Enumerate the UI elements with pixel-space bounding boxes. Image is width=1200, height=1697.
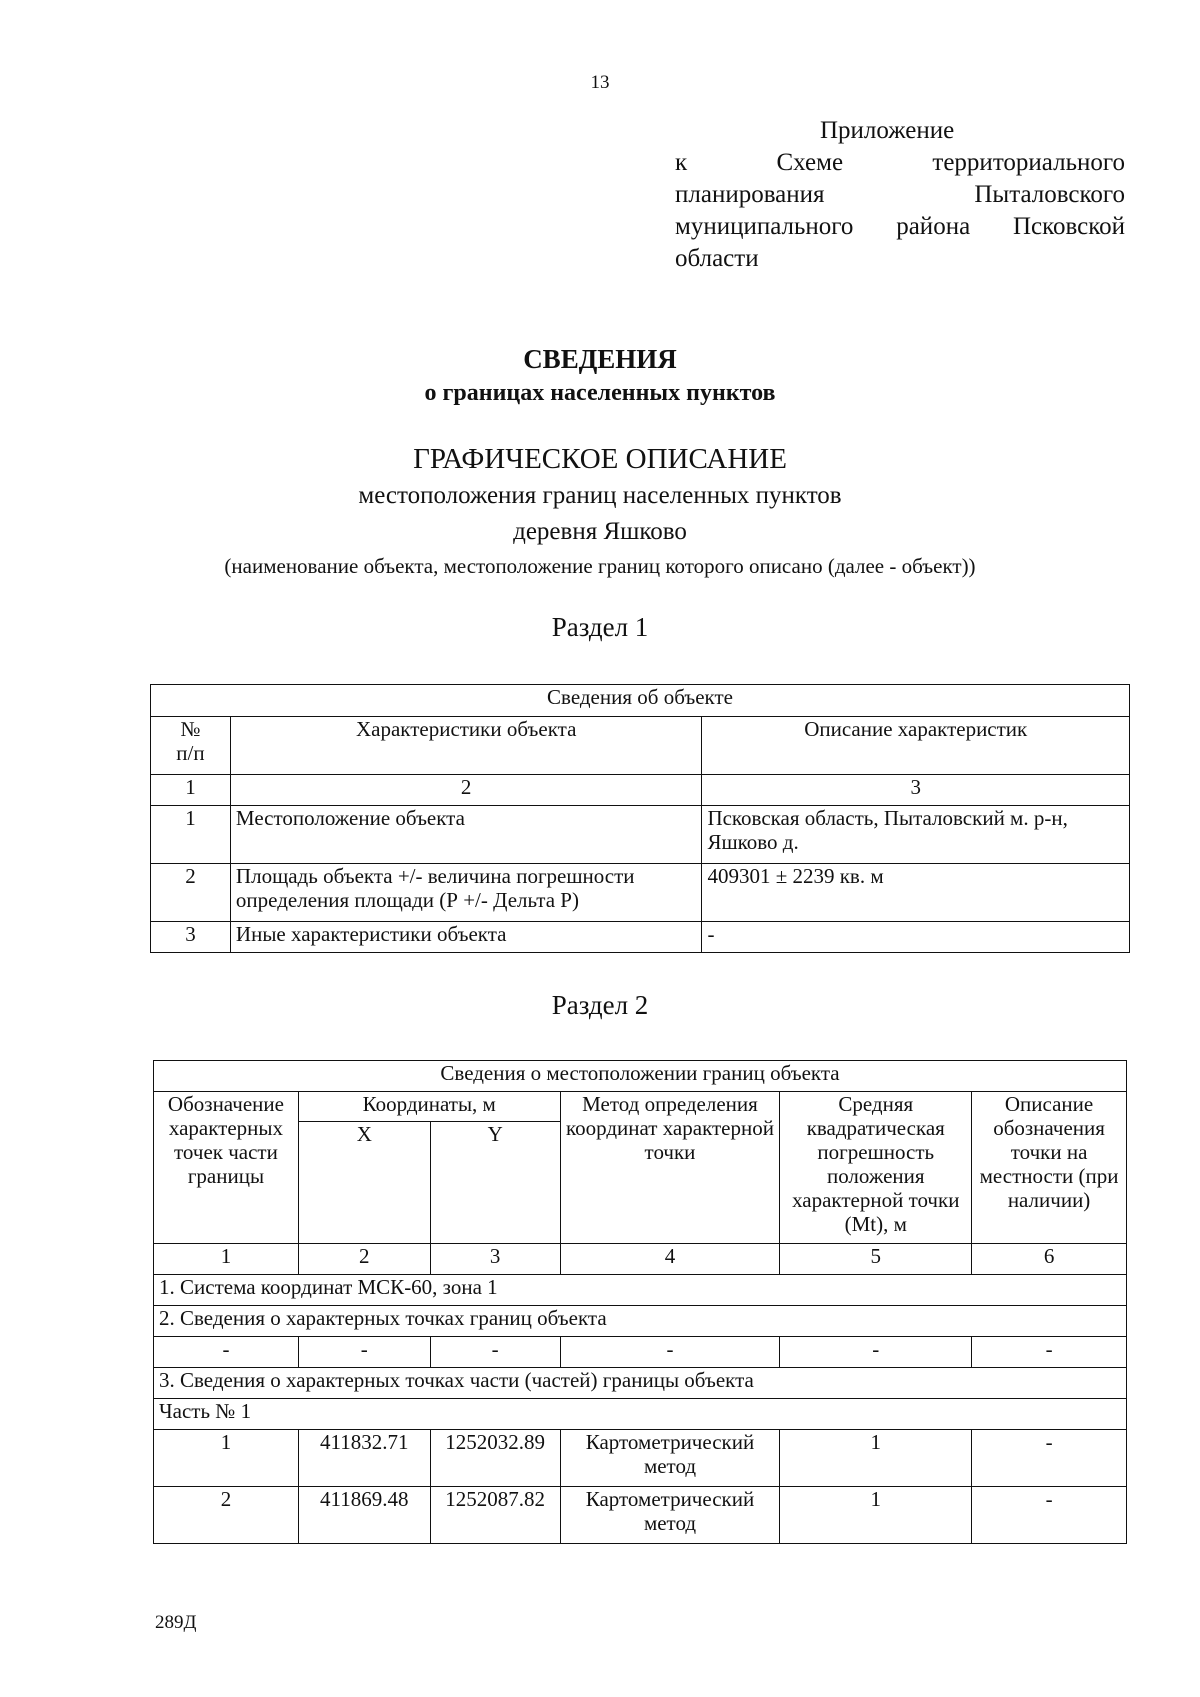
point-description: - xyxy=(972,1487,1127,1544)
doc-title: СВЕДЕНИЯ xyxy=(523,344,677,374)
header-point-description: Описание обозначения точки на местности (при наличии) xyxy=(972,1092,1127,1244)
object-table-caption: Сведения об объекте xyxy=(151,685,1130,717)
row-description: 409301 ± 2239 кв. м xyxy=(702,864,1130,922)
graph-title: ГРАФИЧЕСКОЕ ОПИСАНИЕ xyxy=(413,443,787,475)
object-name: деревня Яшково xyxy=(513,518,687,545)
appendix-line-2: планирования Пыталовского xyxy=(675,181,1125,208)
row-description: Псковская область, Пыталовский м. р-н, Яшково д. xyxy=(702,806,1130,864)
col-number-3: 3 xyxy=(702,775,1130,806)
point-y: 1252032.89 xyxy=(430,1430,560,1487)
empty-cell: - xyxy=(972,1337,1127,1368)
header-x: X xyxy=(298,1122,430,1244)
appendix-line-1: к Схеме территориального xyxy=(675,149,1125,176)
header-description: Описание характеристик xyxy=(702,717,1130,775)
table-row xyxy=(154,1487,1127,1544)
col-number-1: 1 xyxy=(151,775,231,806)
row-characteristic: Площадь объекта +/- величина погрешности определения площади (Р +/- Дельта Р) xyxy=(230,864,702,922)
part-points-title: 3. Сведения о характерных точках части (частей) границы объекта xyxy=(154,1368,1127,1399)
object-info-table xyxy=(150,684,1130,953)
appendix-title: Приложение xyxy=(820,117,955,144)
appendix-line-4: области xyxy=(675,245,759,272)
table-row xyxy=(154,1430,1127,1487)
header-y: Y xyxy=(430,1122,560,1244)
col-number-4: 4 xyxy=(560,1244,780,1275)
point-id: 2 xyxy=(154,1487,299,1544)
col-number-2: 2 xyxy=(230,775,702,806)
appendix-block xyxy=(675,115,1125,275)
table-row xyxy=(151,806,1130,864)
row-number: 1 xyxy=(151,806,231,864)
section2-title: Раздел 2 xyxy=(551,990,649,1020)
boundary-points-title: 2. Сведения о характерных точках границ объекта xyxy=(154,1306,1127,1337)
row-characteristic: Иные характеристики объекта xyxy=(230,922,702,953)
header-coordinates: Координаты, м xyxy=(298,1092,560,1122)
header-method: Метод определения координат характерной точки xyxy=(560,1092,780,1244)
doc-subtitle: о границах населенных пунктов xyxy=(424,380,776,406)
header-characteristic: Характеристики объекта xyxy=(230,717,702,775)
graph-subtitle: местоположения границ населенных пунктов xyxy=(358,482,842,509)
col-number-1: 1 xyxy=(154,1244,299,1275)
col-number-3: 3 xyxy=(430,1244,560,1275)
header-number: № п/п xyxy=(151,717,231,775)
row-number: 2 xyxy=(151,864,231,922)
point-description: - xyxy=(972,1430,1127,1487)
col-number-5: 5 xyxy=(780,1244,972,1275)
object-note: (наименование объекта, местоположение границ которого описано (далее - объект)) xyxy=(224,554,976,578)
location-table-caption: Сведения о местоположении границ объекта xyxy=(154,1061,1127,1092)
header-point: Обозначение характерных точек части границы xyxy=(154,1092,299,1244)
table-row xyxy=(154,1337,1127,1368)
empty-cell: - xyxy=(560,1337,780,1368)
section1-title: Раздел 1 xyxy=(551,612,649,642)
row-characteristic: Местоположение объекта xyxy=(230,806,702,864)
point-y: 1252087.82 xyxy=(430,1487,560,1544)
empty-cell: - xyxy=(154,1337,299,1368)
point-error: 1 xyxy=(780,1487,972,1544)
point-method: Картометрический метод xyxy=(560,1430,780,1487)
header-error: Средняя квадратическая погрешность положения характерной точки (Mt), м xyxy=(780,1092,972,1244)
coord-system-row: 1. Система координат МСК-60, зона 1 xyxy=(154,1275,1127,1306)
point-x: 411869.48 xyxy=(298,1487,430,1544)
boundary-location-table xyxy=(153,1060,1127,1544)
appendix-line-3: муниципального района Псковской xyxy=(675,213,1125,240)
point-method: Картометрический метод xyxy=(560,1487,780,1544)
point-id: 1 xyxy=(154,1430,299,1487)
row-number: 3 xyxy=(151,922,231,953)
document-code: 289Д xyxy=(155,1612,197,1633)
row-description: - xyxy=(702,922,1130,953)
table-row xyxy=(151,922,1130,953)
col-number-2: 2 xyxy=(298,1244,430,1275)
point-error: 1 xyxy=(780,1430,972,1487)
page-number: 13 xyxy=(590,72,610,93)
empty-cell: - xyxy=(430,1337,560,1368)
point-x: 411832.71 xyxy=(298,1430,430,1487)
col-number-6: 6 xyxy=(972,1244,1127,1275)
table-row xyxy=(151,864,1130,922)
empty-cell: - xyxy=(298,1337,430,1368)
part-label: Часть № 1 xyxy=(154,1399,1127,1430)
empty-cell: - xyxy=(780,1337,972,1368)
